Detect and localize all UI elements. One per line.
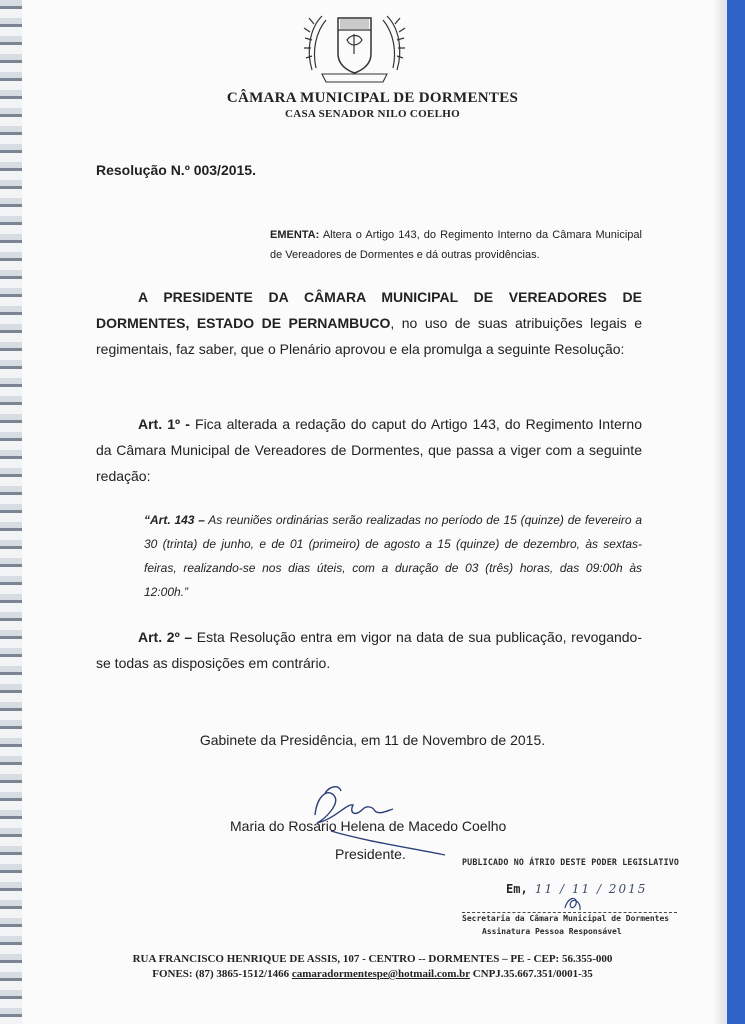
quoted-article-label: “Art. 143 –	[144, 513, 205, 527]
footer-contacts	[0, 968, 745, 980]
page-shadow	[713, 0, 723, 1024]
spiral-binding	[0, 0, 22, 1024]
council-name: CÂMARA MUNICIPAL DE DORMENTES	[226, 90, 519, 106]
closing-date-line: Gabinete da Presidência, em 11 de Novembro de 2015.	[199, 732, 546, 748]
stamp-secretariat-line: Secretaria da Câmara Municipal de Dormentes	[462, 914, 670, 923]
footer-cnpj: CNPJ.35.667.351/0001-35	[472, 968, 593, 980]
ementa-label: EMENTA:	[270, 229, 320, 241]
footer-address: RUA FRANCISCO HENRIQUE DE ASSIS, 107 - CENTRO -- DORMENTES – PE - CEP: 56.355-000	[132, 953, 613, 965]
article-2-text: Esta Resolução entra em vigor na data de sua publicação, revogando-se todas as disposições em contrário.	[96, 629, 642, 671]
article-2-paragraph	[96, 624, 642, 676]
article-1-text: Fica alterada a redação do caput do Artigo 143, do Regimento Interno da Câmara Municipal de Vereadores de Dormentes, que passa a viger com a seguinte redação:	[96, 416, 642, 484]
footer-email: camaradormentespe@hotmail.com.br	[291, 968, 470, 980]
council-subtitle: CASA SENADOR NILO COELHO	[285, 108, 460, 120]
municipal-coat-of-arms-icon	[302, 10, 407, 86]
ementa-text: Altera o Artigo 143, do Regimento Interno da Câmara Municipal de Vereadores de Dormentes e dá outras providências.	[270, 229, 642, 261]
footer-phones: FONES: (87) 3865-1512/1466	[152, 968, 290, 980]
preamble-paragraph	[96, 284, 642, 362]
stamp-initials-mark	[562, 894, 584, 914]
signer-role: Presidente.	[335, 846, 406, 862]
quoted-article-text: As reuniões ordinárias serão realizadas no período de 15 (quinze) de fevereiro a 30 (trinta) de junho, e de 01 (primeiro) de agosto a 15 (quinze) de dezembro, às sextas-feiras, realizando-se nos dias úteis, com a duração de 03 (três) horas, das 09:00h às 12:00h.”	[144, 513, 643, 599]
ementa-block	[270, 225, 642, 265]
article-1-label: Art. 1º -	[138, 416, 190, 432]
article-2-label: Art. 2º –	[138, 629, 193, 645]
resolution-number: Resolução N.º 003/2015.	[96, 162, 256, 178]
stamp-date-prefix: Em,	[506, 882, 528, 896]
article-1-paragraph	[96, 411, 642, 489]
stamp-handwritten-date: 11 / 11 / 2015	[534, 882, 648, 896]
stamp-signature-rule	[462, 912, 677, 913]
blue-cover-edge	[723, 0, 745, 1024]
stamp-published-line: PUBLICADO NO ÁTRIO DESTE PODER LEGISLATIVO	[462, 858, 680, 868]
quoted-article-143	[144, 508, 642, 604]
signer-name: Maria do Rosario Helena de Macedo Coelho	[230, 818, 507, 834]
stamp-responsible-line: Assinatura Pessoa Responsável	[482, 927, 622, 936]
preamble-bold: A PRESIDENTE DA CÂMARA MUNICIPAL DE VEREADORES DE DORMENTES, ESTADO DE PERNAMBUCO	[96, 289, 642, 331]
preamble-text: , no uso de suas atribuições legais e regimentais, faz saber, que o Plenário aprovou e ela promulga a seguinte Resolução:	[96, 315, 642, 357]
publication-stamp	[462, 858, 682, 950]
